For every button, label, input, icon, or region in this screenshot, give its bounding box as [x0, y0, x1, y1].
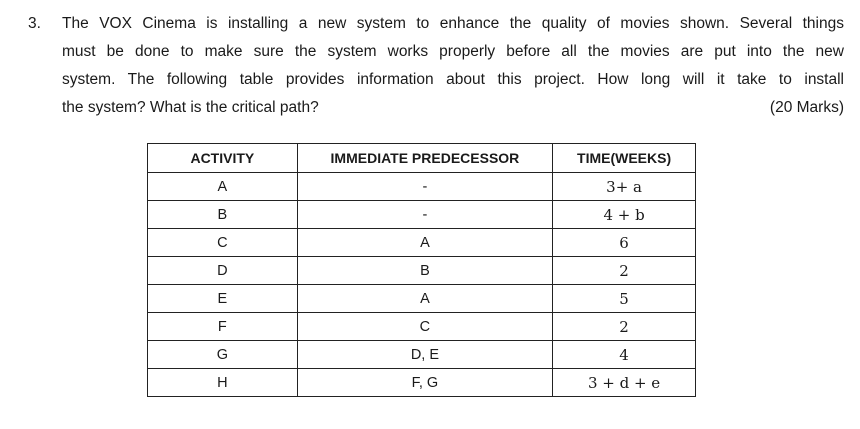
cell-predecessor: A [297, 229, 552, 257]
cell-activity: E [148, 285, 298, 313]
cell-activity: B [148, 201, 298, 229]
question-line: the system? What is the critical path? [62, 99, 319, 116]
cell-activity: H [148, 369, 298, 397]
cell-time: 2 [553, 313, 696, 341]
cell-predecessor: B [297, 257, 552, 285]
cell-predecessor: F, G [297, 369, 552, 397]
header-time: TIME(WEEKS) [553, 144, 696, 173]
table-row [148, 173, 696, 201]
question-number: 3. [28, 15, 41, 32]
table-row [148, 201, 696, 229]
cell-predecessor: - [297, 201, 552, 229]
cell-time: 6 [553, 229, 696, 257]
cell-time: 5 [553, 285, 696, 313]
table-row [148, 341, 696, 369]
cell-predecessor: D, E [297, 341, 552, 369]
cell-time: 2 [553, 257, 696, 285]
cell-activity: G [148, 341, 298, 369]
question-line: The VOX Cinema is installing a new system to enhance the quality of movies shown. Several things [62, 15, 844, 32]
cell-predecessor: C [297, 313, 552, 341]
question-block [28, 10, 844, 122]
cell-activity: A [148, 173, 298, 201]
table-header-row [148, 144, 696, 173]
question-line: must be done to make sure the system works properly before all the movies are put into the new [62, 43, 844, 60]
cell-time: 4 + b [553, 201, 696, 229]
table-row [148, 229, 696, 257]
cell-activity: C [148, 229, 298, 257]
table-row [148, 313, 696, 341]
question-line: system. The following table provides information about this project. How long will it take to install [62, 71, 844, 88]
question-text [62, 10, 844, 122]
cell-time: 3+ a [553, 173, 696, 201]
question-marks: (20 Marks) [769, 99, 844, 116]
cell-time: 3 + d + e [553, 369, 696, 397]
header-activity: ACTIVITY [148, 144, 298, 173]
project-activity-table [147, 143, 696, 397]
cell-predecessor: A [297, 285, 552, 313]
cell-activity: F [148, 313, 298, 341]
header-predecessor: IMMEDIATE PREDECESSOR [297, 144, 552, 173]
cell-predecessor: - [297, 173, 552, 201]
cell-time: 4 [553, 341, 696, 369]
table-row [148, 257, 696, 285]
cell-activity: D [148, 257, 298, 285]
table-row [148, 369, 696, 397]
table-row [148, 285, 696, 313]
